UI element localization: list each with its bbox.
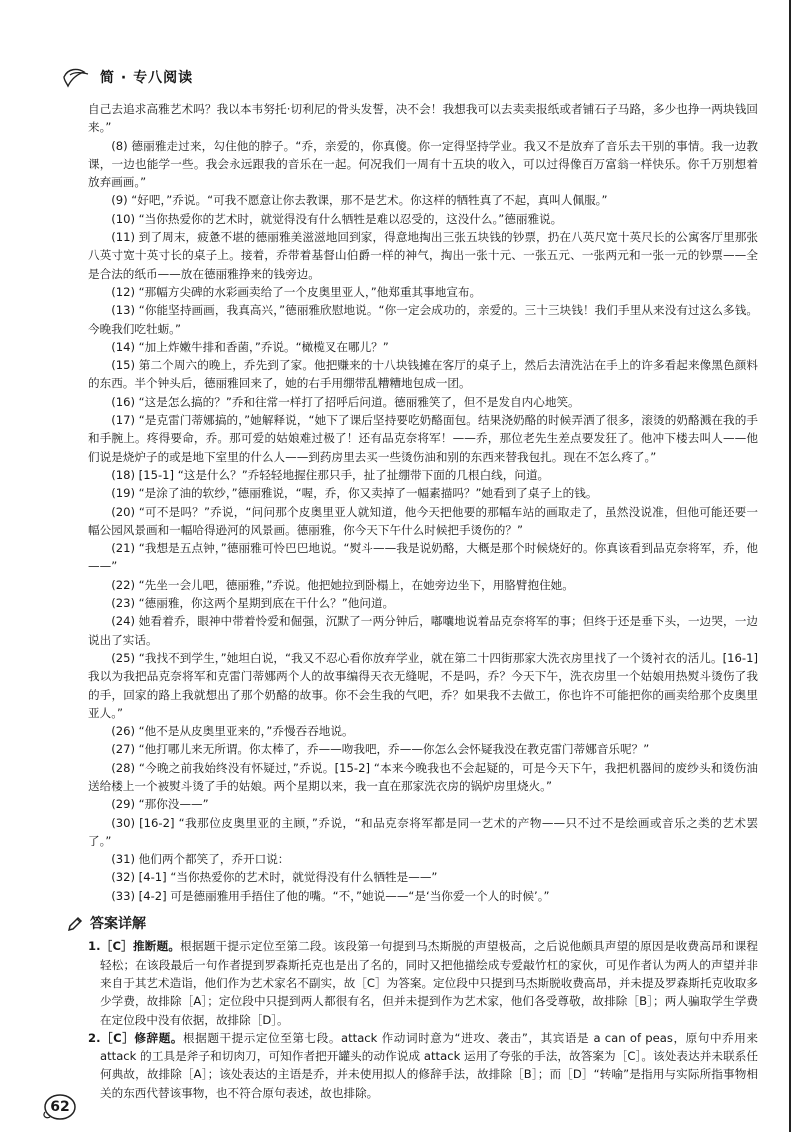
story-paragraph: (16) “这是怎么搞的？”乔和往常一样打了招呼后问道。德丽雅笑了，但不是发自内心地笑。 <box>111 394 580 409</box>
story-paragraph: (33) [4-2] 可是德丽雅用手捂住了他的嘴。“不，”她说——“是‘当你爱一个人的时候’。” <box>111 888 550 903</box>
story-paragraph: (31) 他们两个都笑了，乔开口说： <box>111 852 290 867</box>
story-paragraph: (32) [4-1] “当你热爱你的艺术时，就觉得没有什么牺牲是——” <box>111 870 438 885</box>
story-paragraph: (20) “可不是吗？”乔说，“问问那个皮奥里亚人就知道，他今天把他要的那幅车站的画取走了，虽然没说准，但他可能还要一幅公园风景画和一幅哈得逊河的风景画。德丽雅，你今天下午什么时候把手烫伤的？” <box>88 504 758 537</box>
story-paragraph: (29) “那你没——” <box>111 797 209 812</box>
section-title: 简 · 专八阅读 <box>100 70 194 86</box>
story-paragraph: (11) 到了周末，疲惫不堪的德丽雅美滋滋地回到家，得意地掏出三张五块钱的钞票，扔在八英尺宽十英尺长的公寓客厅里那张八英寸宽十英寸长的桌子上。接着，乔带着基督山伯爵一样的神气，掏出一张十元、一张五元、一张两元和一张一元的钞票——全是合法的纸币——放在德丽雅挣来的钱旁边。 <box>88 230 758 281</box>
paragraph-list <box>88 100 758 905</box>
story-paragraph: (26) “他不是从皮奥里亚来的，”乔慢吞吞地说。 <box>111 724 354 739</box>
answer-list <box>88 937 758 1102</box>
story-paragraph: (9) “好吧，”乔说。“可我不愿意让你去教课，那不是艺术。你这样的牺牲真了不起，真叫人佩服。” <box>111 193 608 208</box>
answers-header <box>66 915 758 933</box>
section-header <box>60 66 193 88</box>
leaf-logo-icon <box>60 66 94 88</box>
story-paragraph: (8) 德丽雅走过来，勾住他的脖子。“乔，亲爱的，你真傻。你一定得坚持学业。我又不是放弃了音乐去干别的事情。我一边教课，一边也能学一些。我会永远跟我的音乐在一起。何况我们一周有十五块的收入，可以过得像百万富翁一样快乐。你千万别想着放弃画画。” <box>88 138 758 190</box>
answer-lead: 2.［C］修辞题。 <box>88 1030 184 1045</box>
pencil-icon <box>66 915 84 933</box>
article-body <box>88 100 758 1102</box>
story-paragraph: (10) “当你热爱你的艺术时，就觉得没有什么牺牲是难以忍受的，这没什么。”德丽雅说。 <box>111 211 563 226</box>
answer-text: 根据题干提示定位至第七段。attack 作动词时意为“进攻、袭击”，其宾语是 a can of peas，原句中乔用来 attack 的工具是斧子和切肉刀，可知作者把开罐头的动作说成 attack 运用了夸张的手法，故答案为［C］。该处表达并未联系任何典故，故排除［A］；该处表达的主语是乔，并未使用拟人的修辞手法，故排除［B］；而［D］“转喻”是指用与实际所指事物相关的东西代替该事物，也不符合原句表述，故也排除。 <box>100 1030 758 1100</box>
story-paragraph: (24) 她看着乔，眼神中带着怜爱和倔强，沉默了一两分钟后，嘟囔地说着品克奈将军的事；但终于还是垂下头，一边哭，一边说出了实话。 <box>88 614 758 647</box>
story-paragraph: 自己去追求高雅艺术吗？我以本韦努托·切利尼的骨头发誓，决不会！我想我可以去卖卖报纸或者铺石子马路，多少也挣一两块钱回来。” <box>88 102 758 135</box>
answer-text: 根据题干提示定位至第二段。该段第一句提到马杰斯脱的声望极高，之后说他颇具声望的原因是收费高昂和课程轻松；在该段最后一句作者提到罗森斯托克也是出了名的，同时又把他描绘成专爱敲竹杠的家伙，可见作者认为两人的声望并非来自于其艺术造诣，他们作为艺术家名不副实，故［C］为答案。定位段中只提到马杰斯脱收费高昂，并未提及罗森斯托克收取多少学费，故排除［A］；定位段中只提到两人都很有名，但并未提到作为艺术家，他们各受尊敬，故排除［B］；两人骗取学生学费在定位段中没有依据，故排除［D］。 <box>100 939 758 1027</box>
story-paragraph: (22) “先坐一会儿吧，德丽雅，”乔说。他把她拉到卧榻上，在她旁边坐下，用胳臂抱住她。 <box>111 577 574 592</box>
answer-item <box>88 1029 758 1102</box>
story-paragraph: (21) “我想是五点钟，”德丽雅可怜巴巴地说。“熨斗——我是说奶酪，大概是那个时候烧好的。你真该看到品克奈将军，乔，他——” <box>88 541 758 574</box>
story-paragraph: (27) “他打哪儿来无所谓。你太棒了，乔——吻我吧，乔——你怎么会怀疑我没在教克雷门蒂娜音乐呢？” <box>111 742 650 757</box>
story-paragraph: (12) “那幅方尖碑的水彩画卖给了一个皮奥里亚人，”他郑重其事地宣布。 <box>111 284 482 299</box>
answer-lead: 1.［C］推断题。 <box>88 939 181 954</box>
story-paragraph: (15) 第二个周六的晚上，乔先到了家。他把赚来的十八块钱摊在客厅的桌子上，然后去清洗沾在手上的许多看起来像黑色颜料的东西。半个钟头后，德丽雅回来了，她的右手用绷带乱糟糟地包成一团。 <box>88 358 758 391</box>
story-paragraph: (17) “是克雷门蒂娜搞的，”她解释说，“她下了课后坚持要吃奶酪面包。结果浇奶酪的时候弄洒了很多，滚烫的奶酪溅在我的手和手腕上。疼得要命，乔。那可爱的姑娘难过极了！还有品克奈将军！——乔，那位老先生差点要发狂了。他冲下楼去叫人——他们说是烧炉子的或是地下室里的什么人——到药房里去买一些烫伤油和别的东西来替我包扎。现在不怎么疼了。” <box>88 413 758 464</box>
story-paragraph: (18) [15-1] “这是什么？”乔轻轻地握住那只手，扯了扯绷带下面的几根白线，问道。 <box>111 467 550 482</box>
answer-item <box>88 937 758 1028</box>
story-paragraph: (23) “德丽雅，你这两个星期到底在干什么？”他问道。 <box>111 596 395 611</box>
story-paragraph: (28) “今晚之前我始终没有怀疑过，”乔说。[15-2] “本来今晚我也不会起疑的，可是今天下午，我把机器间的废纱头和烫伤油送给楼上一个被熨斗烫了手的姑娘。两个星期以来，我一直在那家洗衣房的锅炉房里烧火。” <box>88 760 758 793</box>
story-paragraph: (30) [16-2] “我那位皮奥里亚的主顾，”乔说，“和品克奈将军都是同一艺术的产物——只不过不是绘画或音乐之类的艺术罢了。” <box>88 815 758 848</box>
page-number: 62 <box>42 1092 78 1122</box>
answers-title: 答案详解 <box>90 916 146 933</box>
story-paragraph: (14) “加上炸嫩牛排和香菌，”乔说。“橄榄叉在哪儿？” <box>111 339 389 354</box>
story-paragraph: (13) “你能坚持画画，我真高兴，”德丽雅欣慰地说。“你一定会成功的，亲爱的。三十三块钱！我们手里从来没有过这么多钱。今晚我们吃牡蛎。” <box>88 303 758 336</box>
story-paragraph: (25) “我找不到学生，”她坦白说，“我又不忍心看你放弃学业，就在第二十四街那家大洗衣房里找了一个烫衬衣的活儿。[16-1] 我以为我把品克奈将军和克雷门蒂娜两个人的故事编得天衣无缝呢，不是吗，乔？今天下午，洗衣房里一个姑娘用热熨斗烫伤了我的手，回家的路上我就想出了那个奶酪的故事。你不会生我的气吧，乔？如果我不去做工，你也许不可能把你的画卖给那个皮奥里亚人。” <box>88 650 758 720</box>
story-paragraph: (19) “是涂了油的软纱，”德丽雅说，“喔，乔，你又卖掉了一幅素描吗？”她看到了桌子上的钱。 <box>111 486 598 501</box>
book-spine-line <box>789 0 791 1132</box>
